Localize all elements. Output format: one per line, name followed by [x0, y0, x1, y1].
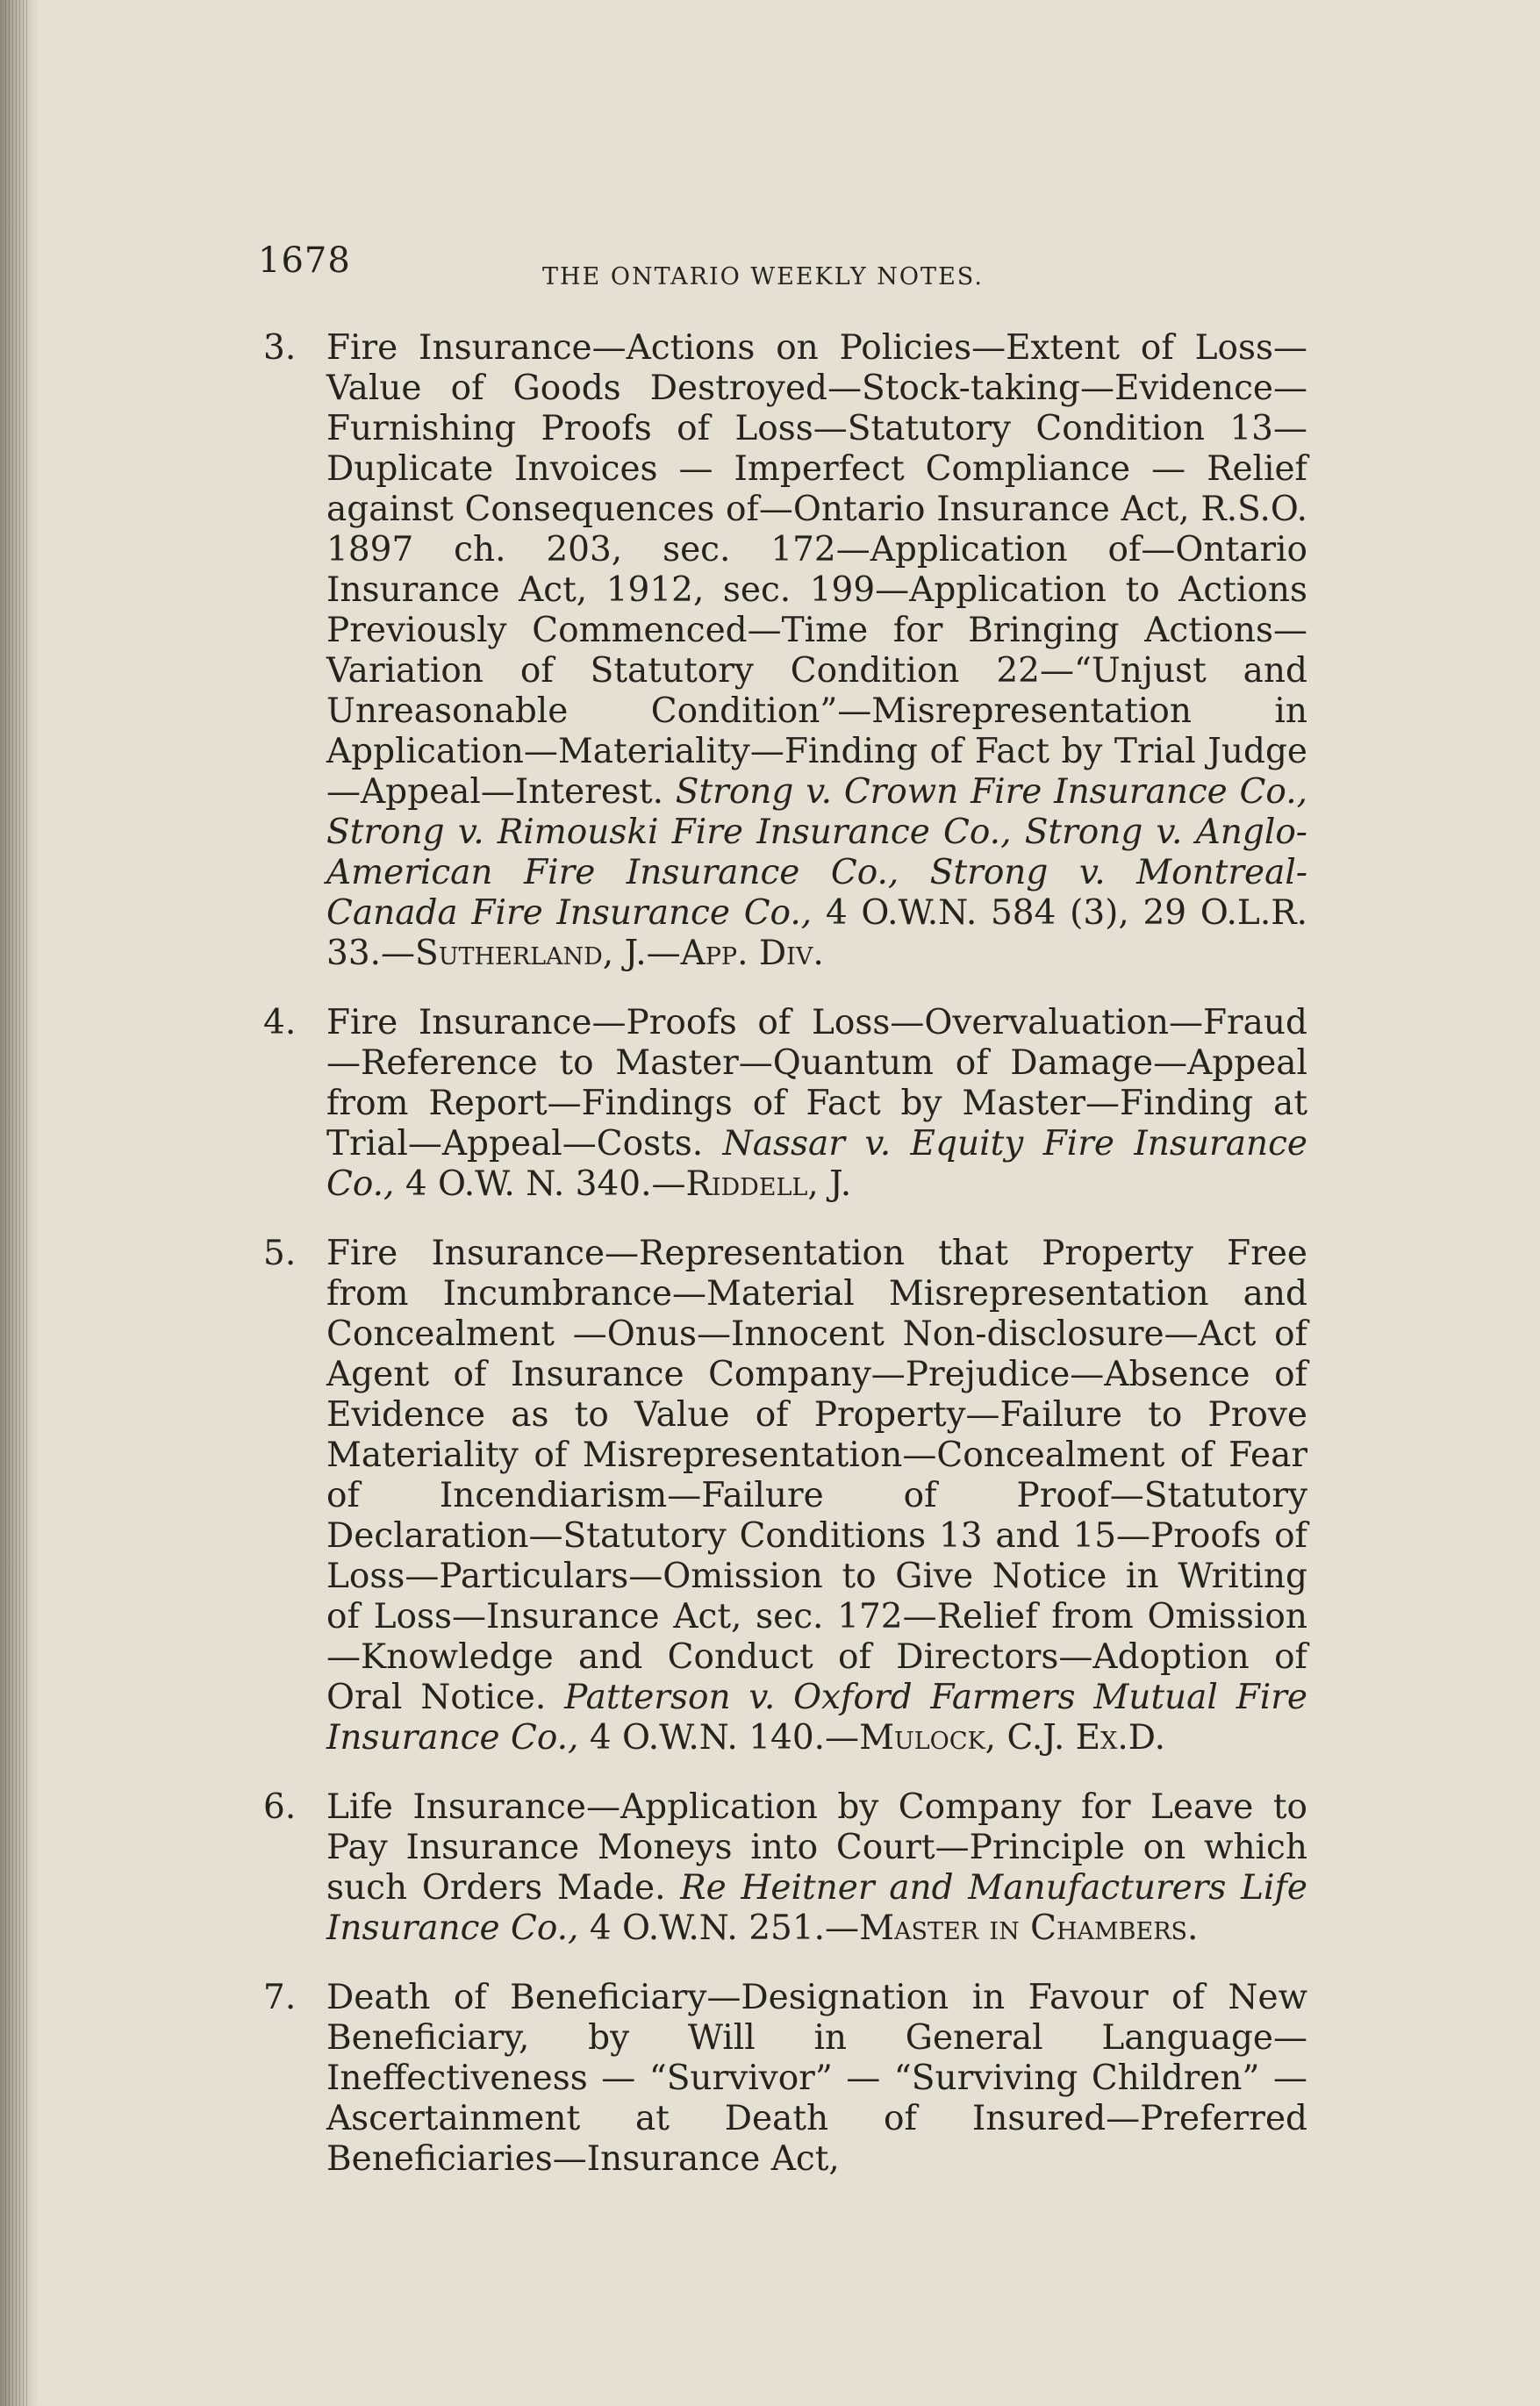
page-number: 1678	[258, 240, 351, 281]
citation: 4 O.W. N. 340.—	[405, 1164, 686, 1204]
digest-entry	[263, 1234, 1307, 1758]
entry-number: 3.	[263, 328, 297, 368]
digest-entry	[263, 1978, 1307, 2180]
digest-entry	[263, 1003, 1307, 1205]
running-head: THE ONTARIO WEEKLY NOTES.	[542, 263, 984, 290]
digest-entries	[263, 328, 1307, 2209]
citation: 4 O.W.N. 140.—	[589, 1718, 860, 1758]
entry-text: Fire Insurance—Representation that Property Free from Incumbrance—Material Misrepresentation and Concealment —Onus—Innocent Non-disclosure—Act of Agent of Insurance Company—Prejudice—Absence of Evidence as to Value of Property—Failure to Prove Materiality of Misrepresentation—Concealment of Fear of Incendiarism—Failure of Proof—Statutory Declaration—Statutory Conditions 13 and 15—Proofs of Loss—Particulars—Omission to Give Notice in Writing of Loss—Insurance Act, sec. 172—Relief from Omission—Knowledge and Conduct of Directors—Adoption of Oral Notice.	[326, 1234, 1307, 1717]
case-name: Re Heitner and Manufacturers Life Insurance Co.,	[326, 1868, 1307, 1948]
entry-text: Fire Insurance—Actions on Policies—Extent of Loss—Value of Goods Destroyed—Stock-taking—Evidence—Furnishing Proofs of Loss—Statutory Condition 13—Duplicate Invoices — Imperfect Compliance — Relief against Consequences of—Ontario Insurance Act, R.S.O. 1897 ch. 203, sec. 172—Application of—Ontario Insurance Act, 1912, sec. 199—Application to Actions Previously Commenced—Time for Bringing Actions—Variation of Statutory Condition 22—“Unjust and Unreasonable Condition”—Misrepresentation in Application—Materiality—Finding of Fact by Trial Judge—Appeal—Interest.	[326, 328, 1307, 812]
entry-body	[326, 1978, 1307, 2180]
case-name: Patterson v. Oxford Farmers Mutual Fire Insurance Co.,	[326, 1678, 1307, 1758]
entry-number: 7.	[263, 1978, 297, 2017]
digest-entry	[263, 1787, 1307, 1949]
entry-number: 5.	[263, 1234, 297, 1273]
digest-entry	[263, 328, 1307, 974]
entry-text: Death of Beneficiary—Designation in Favour of New Beneficiary, by Will in General Language—Ineffectiveness — “Survivor” — “Surviving Children” — Ascertainment at Death of Insured—Preferred Beneficiaries—Insurance Act,	[326, 1978, 1307, 2179]
entry-text: Life Insurance—Application by Company for Leave to Pay Insurance Moneys into Court—Principle on which such Orders Made.	[326, 1787, 1307, 1908]
entry-number: 6.	[263, 1787, 297, 1827]
citation: 4 O.W.N. 584 (3), 29 O.L.R. 33.—	[326, 893, 1307, 973]
entry-body	[326, 1787, 1307, 1949]
judge: Riddell, J.	[685, 1164, 852, 1204]
entry-body	[326, 1234, 1307, 1758]
case-name: Nassar v. Equity Fire Insurance Co.,	[326, 1124, 1307, 1204]
entry-number: 4.	[263, 1003, 297, 1042]
entry-body	[326, 1003, 1307, 1205]
judge: Mulock, C.J. Ex.D.	[859, 1718, 1166, 1758]
judge: Sutherland, J.—App. Div.	[415, 934, 824, 973]
entry-body	[326, 328, 1307, 974]
entry-text: Fire Insurance—Proofs of Loss—Overvaluation—Fraud—Reference to Master—Quantum of Damage—Appeal from Report—Findings of Fact by Master—Finding at Trial—Appeal—Costs.	[326, 1003, 1307, 1164]
citation: 4 O.W.N. 251.—	[589, 1908, 860, 1948]
judge: Master in Chambers.	[859, 1908, 1199, 1948]
case-name: Strong v. Crown Fire Insurance Co., Strong v. Rimouski Fire Insurance Co., Strong v. Anglo-American Fire Insurance Co., Strong v. Montreal-Canada Fire Insurance Co.,	[326, 772, 1307, 933]
